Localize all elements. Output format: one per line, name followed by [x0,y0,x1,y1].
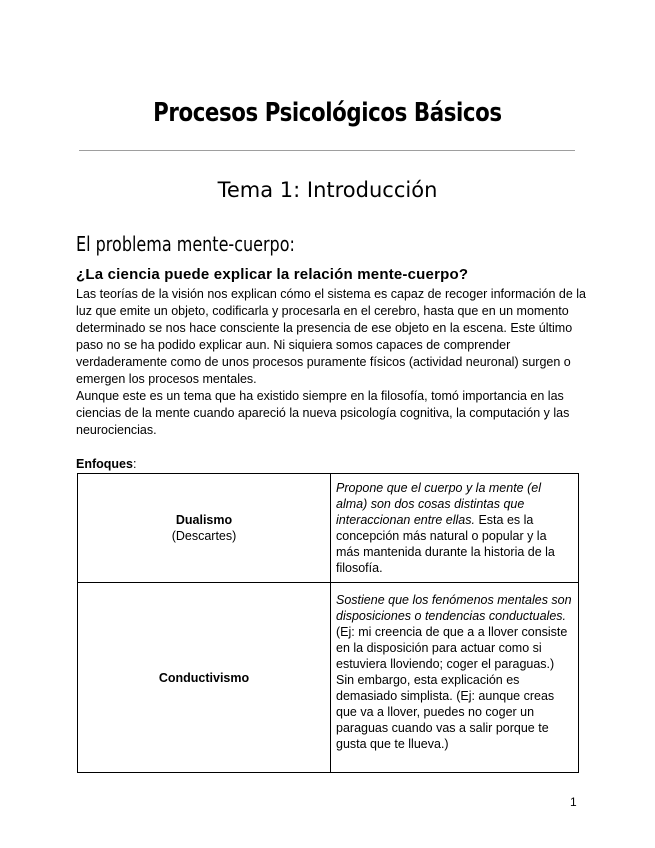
body-text [76,286,586,439]
approach-text: Esta es la concepción más natural o popular y la más mantenida durante la historia de la filosofía. [336,513,555,575]
page-number: 1 [570,795,577,809]
approach-name: Conductivismo [158,670,250,685]
approach-italic: Propone que el cuerpo y la mente (el alma) son dos cosas distintas que interaccionan entre ellas. [336,481,541,527]
approach-description-cell [331,474,579,583]
approach-description-cell [331,583,579,773]
document-title: Procesos Psicológicos Básicos [153,98,502,128]
paragraph: Aunque este es un tema que ha existido siempre en la filosofía, tomó importancia en las ciencias de la mente cuando apareció la nueva psicología cognitiva, la computación y las neurociencias. [76,389,570,437]
table-row [78,474,579,583]
document-subtitle: Tema 1: Introducción [217,178,438,202]
approach-author: (Descartes) [171,529,237,543]
approach-text-continued: Sin embargo, esta explicación es demasiado simplista. (Ej: aunque creas que va a llover, puedes no coger un paraguas cuando vas a salir porque te gusta que te llueva.) [336,673,555,751]
approach-italic: Sostiene que los fenómenos mentales son disposiciones o tendencias conductuales. [336,593,572,623]
approach-name: Dualismo [175,513,233,527]
approach-name-cell [78,474,331,583]
table-row [78,583,579,773]
approaches-table [77,473,579,773]
title-divider [79,150,575,151]
section-heading: El problema mente-cuerpo: [76,232,295,256]
approach-text: (Ej: mi creencia de que a a llover consiste en la disposición para actuar como si estuviera lloviendo; coger el paraguas.) [336,625,568,671]
question-heading: ¿La ciencia puede explicar la relación mente-cuerpo? [76,266,469,283]
approach-name-cell [78,583,331,773]
approaches-label: Enfoques: [76,457,137,471]
paragraph: Las teorías de la visión nos explican cómo el sistema es capaz de recoger información de la luz que emite un objeto, codificarla y procesarla en el cerebro, hasta que en un momento determinado se nos hace consciente la presencia de ese objeto en la escena. Este último paso no se ha podido explicar aun. Ni siquiera somos capaces de comprender verdaderamente como de unos procesos puramente físicos (actividad neuronal) surgen o emergen los procesos mentales. [76,287,586,386]
